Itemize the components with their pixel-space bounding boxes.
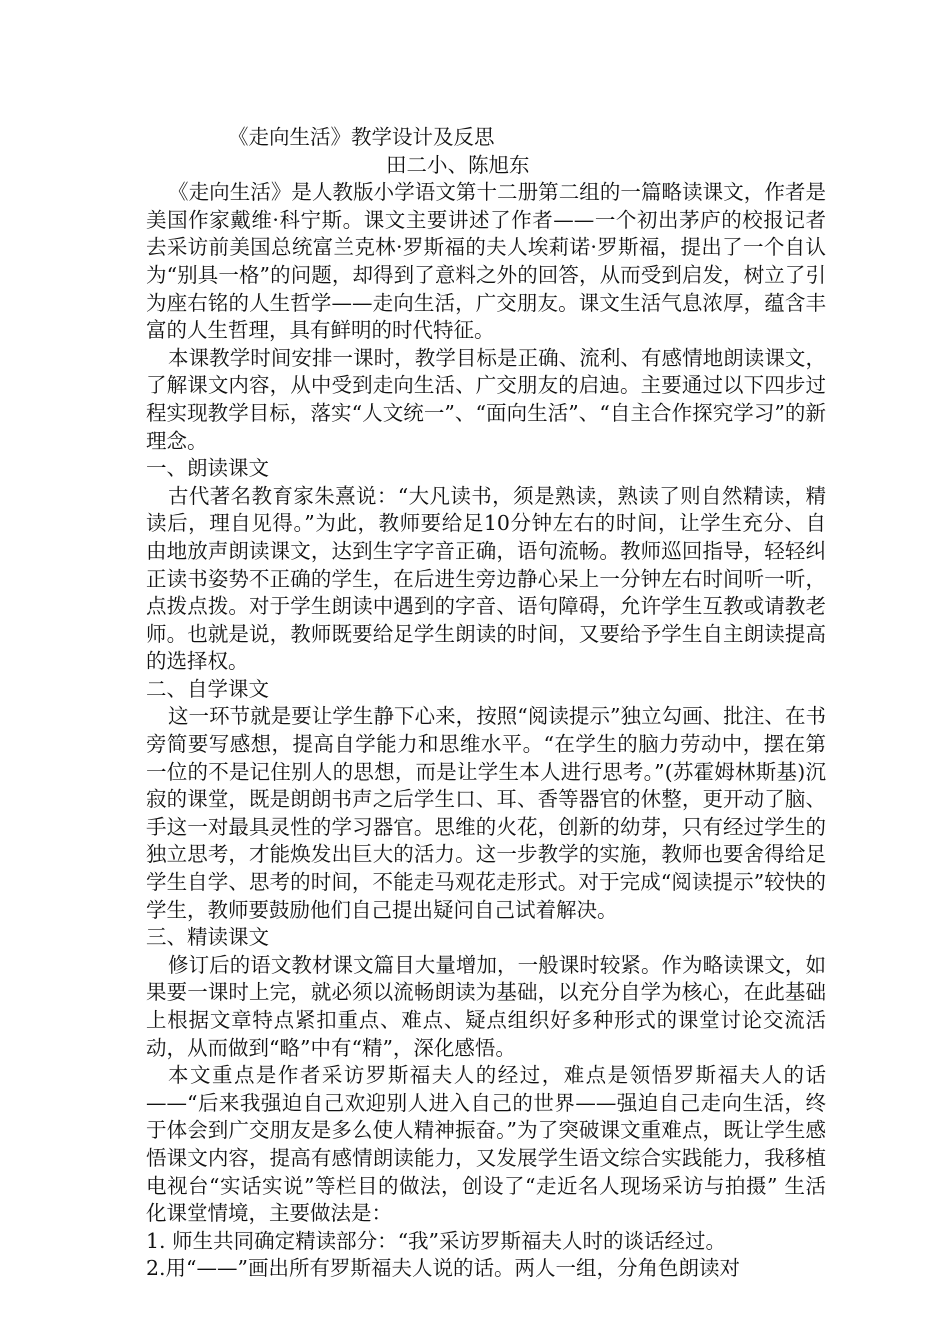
list-item: 1. 师生共同确定精读部分：“我”采访罗斯福夫人时的谈话经过。 [146, 1228, 727, 1253]
section-paragraph-reading: 古代著名教育家朱熹说：“大凡读书，须是熟读，熟读了则自然精读，精读后，理自见得。”为此，教师要给足10分钟左右的时间，让学生充分、自由地放声朗读课文，达到生字字音正确，语句流畅。教师巡回指导，轻轻纠正读书姿势不正确的学生，在后进生旁边静心呆上一分钟左右时间听一听，点拨点拨。对于学生朗读中遇到的字音、语句障碍，允许学生互教或请教老师。也就是说，教师既要给足学生朗读的时间，又要给予学生自主朗读提高的选择权。 [146, 483, 826, 674]
intro-paragraph-1: 《走向生活》是人教版小学语文第十二册第二组的一篇略读课文，作者是美国作家戴维·科宁斯。课文主要讲述了作者——一个初出茅庐的校报记者去采访前美国总统富兰克林·罗斯福的夫人埃莉诺·罗斯福，提出了一个自认为“别具一格”的问题，却得到了意料之外的回答，从而受到启发，树立了引为座右铭的人生哲学——走向生活，广交朋友。课文生活气息浓厚，蕴含丰富的人生哲理，具有鲜明的时代特征。 [146, 180, 826, 343]
section-heading-reading: 一、朗读课文 [146, 456, 269, 481]
section-paragraph-close-reading-2: 本文重点是作者采访罗斯福夫人的经过，难点是领悟罗斯福夫人的话——“后来我强迫自己欢迎别人进入自己的世界——强迫自己走向生活，终于体会到广交朋友是多么使人精神振奋。”为了突破课文重难点，既让学生感悟课文内容，提高有感情朗读能力，又发展学生语文综合实践能力，我移植电视台“实话实说”等栏目的做法，创设了“走近名人现场采访与拍摄” 生活化课堂情境，主要做法是： [146, 1063, 826, 1226]
intro-paragraph-2: 本课教学时间安排一课时，教学目标是正确、流利、有感情地朗读课文，了解课文内容，从中受到走向生活、广交朋友的启迪。主要通过以下四步过程实现教学目标，落实“人文统一”、“面向生活”、“自主合作探究学习”的新理念。 [146, 345, 826, 453]
section-heading-close-reading: 三、精读课文 [146, 925, 269, 950]
document-page [146, 124, 826, 1283]
section-paragraph-self-study: 这一环节就是要让学生静下心来，按照“阅读提示”独立勾画、批注、在书旁简要写感想，提高自学能力和思维水平。“在学生的脑力劳动中，摆在第一位的不是记住别人的思想，而是让学生本人进行思考。”(苏霍姆林斯基)沉寂的课堂，既是朗朗书声之后学生口、耳、香等器官的休整，更开动了脑、手这一对最具灵性的学习器官。思维的火花，创新的幼芽，只有经过学生的独立思考，才能焕发出巨大的活力。这一步教学的实施，教师也要舍得给足学生自学、思考的时间，不能走马观花走形式。对于完成“阅读提示”较快的学生，教师要鼓励他们自己提出疑问自己试着解决。 [146, 704, 826, 922]
list-item: 2.用“——”画出所有罗斯福夫人说的话。两人一组，分角色朗读对 [146, 1256, 741, 1281]
section-paragraph-close-reading-1: 修订后的语文教材课文篇目大量增加，一般课时较紧。作为略读课文，如果要一课时上完，就必须以流畅朗读为基础，以充分自学为核心，在此基础上根据文章特点紧扣重点、难点、疑点组织好多种形式的课堂讨论交流活动，从而做到“略”中有“精”，深化感悟。 [146, 952, 826, 1060]
section-heading-self-study: 二、自学课文 [146, 676, 269, 701]
document-title: 《走向生活》教学设计及反思 [228, 125, 495, 149]
document-author: 田二小、陈旭东 [386, 152, 530, 177]
